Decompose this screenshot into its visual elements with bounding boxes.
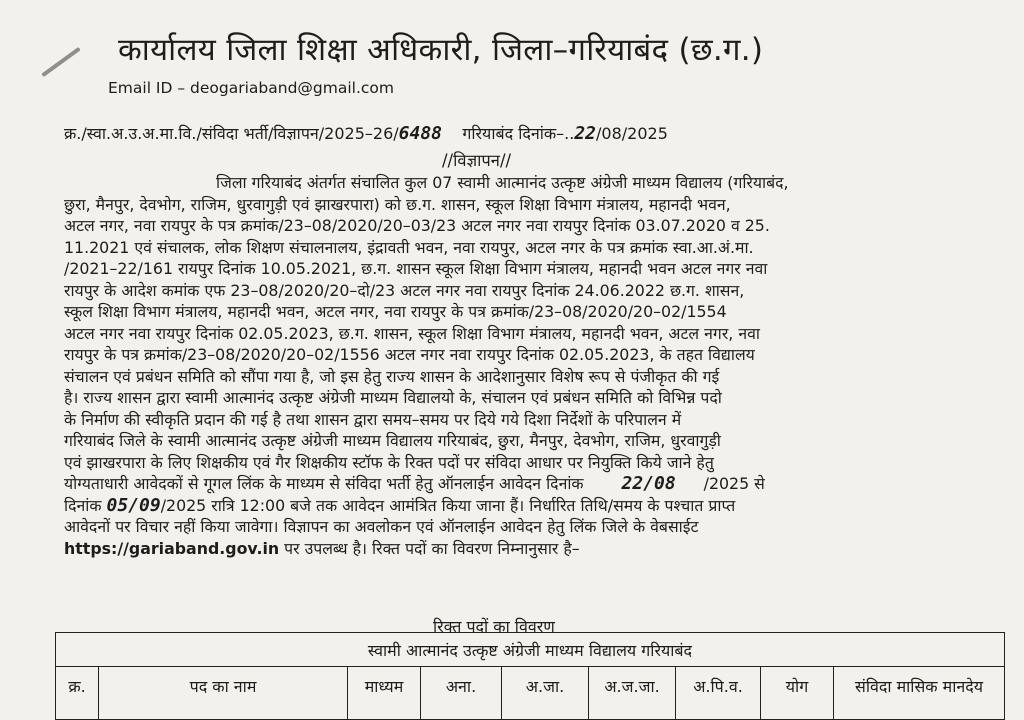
school-name-cell: स्वामी आत्मानंद उत्कृष्ट अंग्रेजी माध्यम विद्यालय गरियाबंद: [56, 633, 1005, 667]
body-line: है। राज्य शासन द्वारा स्वामी आत्मानंद उत्कृष्ट अंग्रेजी माध्यम विद्यालयो के, संचालन एवं प्रबंधन समिति को विभिन्न पदो: [64, 388, 722, 407]
body-line: संचालन एवं प्रबंधन समिति को सौंपा गया है, जो इस हेतु राज्य शासन के आदेशानुसार विशेष रूप से पंजीकृत की गई: [64, 366, 720, 386]
body-line: रायपुर के पत्र क्रमांक/23–08/2020/20–02/1556 अटल नगर नवा रायपुर दिनांक 02.05.2023, के तहत विद्यालय: [64, 345, 755, 364]
column-header: माध्यम: [348, 667, 421, 720]
column-header: योग: [761, 667, 834, 720]
column-header: अ.पि.व.: [676, 667, 761, 720]
advertisement-body: [64, 172, 959, 559]
table-header-row: [56, 667, 1005, 720]
body-line: रायपुर के आदेश कमांक एफ 23–08/2020/20–दो/23 अटल नगर नवा रायपुर दिनांक 24.06.2022 छ.ग. शासन,: [64, 280, 745, 300]
office-email: Email ID – deogariaband@gmail.com: [108, 79, 394, 97]
application-start-text: योग्यताधारी आवेदकों से गूगल लिंक के माध्यम से संविदा भर्ती हेतु ऑनलाईन आवेदन दिनांक: [64, 474, 584, 493]
reference-day-handwritten: 22: [574, 123, 597, 144]
body-line: आवेदनों पर विचार नहीं किया जावेगा। विज्ञापन का अवलोकन एवं ऑनलाईन आवेदन हेतु लिंक जिले के वेबसाईट: [64, 517, 699, 536]
body-line: के निर्माण की स्वीकृति प्रदान की गई है तथा शासन द्वारा समय–समय पर दिये गये दिशा निर्देशों के परिपालन में: [64, 409, 682, 429]
body-line: अटल नगर, नवा रायपुर के पत्र क्रमांक/23–08/2020/20–03/23 अटल नगर नवा रायपुर दिनांक 03.07.2020 व 25.: [64, 216, 770, 235]
end-date-rest: /2025 रात्रि 12:00 बजे तक आवेदन आमंत्रित किया जाना हैं। निर्धारित तिथि/समय के पश्चात प्राप्त: [160, 495, 736, 515]
column-header: क्र.: [56, 667, 99, 720]
column-header: अ.जा.: [502, 667, 589, 720]
school-name-row: [56, 633, 1005, 667]
reference-prefix: क्र./स्वा.अ.उ.अ.मा.वि./संविदा भर्ती/विज्ञापन/2025–26/: [64, 124, 399, 143]
vacancy-table: [55, 632, 1005, 720]
office-title: कार्यालय जिला शिक्षा अधिकारी, जिला–गरियाबंद (छ.ग.): [118, 32, 764, 68]
vacancy-table-caption: रिक्त पदों का विवरण: [433, 617, 555, 636]
body-line: अटल नगर नवा रायपुर दिनांक 02.05.2023, छ.ग. शासन, स्कूल शिक्षा विभाग मंत्रालय, महानदी भवन, अटल नगर, नवा: [64, 323, 760, 343]
body-line: 11.2021 एवं संचालक, लोक शिक्षण संचालनालय, इंद्रावती भवन, नवा रायपुर, अटल नगर के पत्र क्रमांक स्वा.आ.अं.मा.: [64, 237, 754, 257]
body-line-application-end: [64, 495, 959, 517]
end-date-handwritten: 05/09: [106, 494, 161, 516]
start-date-handwritten: 22/08: [621, 473, 676, 494]
body-line-application-start: [64, 473, 959, 495]
body-line: गरियाबंद जिले के स्वामी आत्मानंद उत्कृष्ट अंग्रेजी माध्यम विद्यालय गरियाबंद, छुरा, मैनपुर, देवभोग, राजिम, धुरवागुड़ी: [64, 431, 721, 450]
body-line: /2021–22/161 रायपुर दिनांक 10.05.2021, छ.ग. शासन स्कूल शिक्षा विभाग मंत्रालय, महानदी भवन अटल नगर नवा: [64, 259, 768, 278]
body-line: छुरा, मैनपुर, देवभोग, राजिम, धुरवागुड़ी एवं झाखरपारा) को छ.ग. शासन, स्कूल शिक्षा विभाग मंत्रालय, महानदी भवन,: [64, 194, 731, 214]
body-line-website: [64, 538, 959, 560]
column-header: अ.ज.जा.: [589, 667, 676, 720]
website-link[interactable]: https://gariaband.gov.in: [64, 538, 280, 558]
body-line: जिला गरियाबंद अंतर्गत संचालित कुल 07 स्वामी आत्मानंद उत्कृष्ट अंग्रेजी माध्यम विद्यालय (गरियाबंद,: [216, 173, 789, 192]
reference-line: [64, 122, 964, 144]
reference-number-handwritten: 6488: [398, 123, 443, 144]
start-year: /2025 से: [703, 474, 765, 493]
body-line: स्कूल शिक्षा विभाग मंत्रालय, महानदी भवन, अटल नगर, नवा रायपुर के पत्र क्रमांक/23–08/2020/20–02/1554: [64, 302, 727, 321]
website-line-rest: पर उपलब्ध है। रिक्त पदों का विवरण निम्नानुसार है–: [279, 538, 580, 558]
column-header: संविदा मासिक मानदेय: [834, 667, 1005, 720]
column-header: पद का नाम: [99, 667, 348, 720]
advertisement-heading: //विज्ञापन//: [442, 151, 512, 170]
reference-month-year: /08/2025: [596, 124, 668, 143]
body-line: एवं झाखरपारा के लिए शिक्षकीय एवं गैर शिक्षकीय स्टॉफ के रिक्त पदों पर संविदा आधार पर नियुक्ति किये जाने हेतु: [64, 452, 714, 472]
column-header: अना.: [421, 667, 502, 720]
pen-stroke-mark: [41, 47, 81, 77]
end-date-label: दिनांक: [64, 495, 102, 515]
reference-place-date-label: गरियाबंद दिनांक–..: [462, 124, 575, 143]
